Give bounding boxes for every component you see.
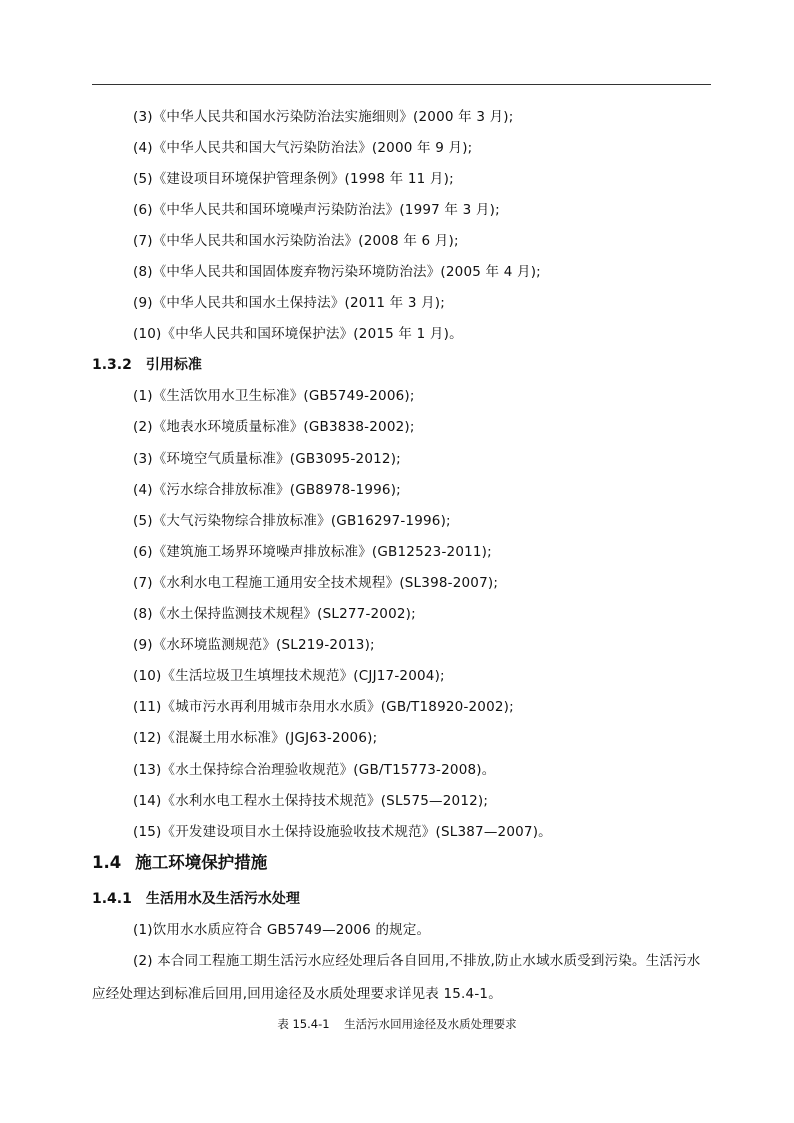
law-item-10: (10)《中华人民共和国环境保护法》(2015 年 1 月)。 [133, 326, 463, 342]
section-heading-1-3-2 [92, 356, 202, 374]
standard-item-10: (10)《生活垃圾卫生填埋技术规范》(CJJ17-2004); [133, 668, 445, 684]
standard-item-8: (8)《水土保持监测技术规程》(SL277-2002); [133, 606, 416, 622]
law-item-9: (9)《中华人民共和国水土保持法》(2011 年 3 月); [133, 295, 446, 311]
law-item-7: (7)《中华人民共和国水污染防治法》(2008 年 6 月); [133, 233, 459, 249]
header-rule [92, 84, 711, 85]
section-number: 1.4.1 [92, 891, 132, 907]
standard-item-4: (4)《污水综合排放标准》(GB8978-1996); [133, 482, 401, 498]
law-item-3: (3)《中华人民共和国水污染防治法实施细则》(2000 年 3 月); [133, 109, 514, 125]
standard-item-13: (13)《水土保持综合治理验收规范》(GB/T15773-2008)。 [133, 762, 496, 778]
table-caption: 表 15.4-1 生活污水回用途径及水质处理要求 [277, 1017, 517, 1031]
section-number: 1.4 [92, 853, 122, 872]
paragraph-2-text: (2) 本合同工程施工期生活污水应经处理后各自回用,不排放,防止水域水质受到污染。生活污水应经处理达到标准后回用,回用途径及水质处理要求详见表 15.4-1。 [92, 953, 701, 1002]
section-title: 生活用水及生活污水处理 [145, 891, 300, 907]
paragraph-1-text: (1)饮用水水质应符合 GB5749—2006 的规定。 [133, 922, 431, 938]
standard-item-2: (2)《地表水环境质量标准》(GB3838-2002); [133, 419, 415, 435]
standard-item-15: (15)《开发建设项目水土保持设施验收技术规范》(SL387—2007)。 [133, 824, 552, 840]
section-number: 1.3.2 [92, 357, 132, 373]
law-item-8: (8)《中华人民共和国固体废弃物污染环境防治法》(2005 年 4 月); [133, 264, 541, 280]
section-title: 引用标准 [145, 357, 202, 373]
standard-item-1: (1)《生活饮用水卫生标准》(GB5749-2006); [133, 388, 415, 404]
law-item-6: (6)《中华人民共和国环境噪声污染防治法》(1997 年 3 月); [133, 202, 500, 218]
standard-item-7: (7)《水利水电工程施工通用安全技术规程》(SL398-2007); [133, 575, 499, 591]
section-heading-1-4-1 [92, 890, 300, 908]
paragraph-2 [92, 945, 710, 1011]
section-heading-1-4 [92, 852, 267, 874]
law-item-5: (5)《建设项目环境保护管理条例》(1998 年 11 月); [133, 171, 454, 187]
paragraph-1 [92, 914, 710, 947]
standard-item-12: (12)《混凝土用水标准》(JGJ63-2006); [133, 730, 378, 746]
law-item-4: (4)《中华人民共和国大气污染防治法》(2000 年 9 月); [133, 140, 473, 156]
standard-item-11: (11)《城市污水再利用城市杂用水水质》(GB/T18920-2002); [133, 699, 514, 715]
standard-item-6: (6)《建筑施工场界环境噪声排放标准》(GB12523-2011); [133, 544, 492, 560]
section-title: 施工环境保护措施 [135, 853, 268, 872]
standard-item-9: (9)《水环境监测规范》(SL219-2013); [133, 637, 375, 653]
standard-item-3: (3)《环境空气质量标准》(GB3095-2012); [133, 451, 401, 467]
standard-item-14: (14)《水利水电工程水土保持技术规范》(SL575—2012); [133, 793, 489, 809]
standard-item-5: (5)《大气污染物综合排放标准》(GB16297-1996); [133, 513, 451, 529]
